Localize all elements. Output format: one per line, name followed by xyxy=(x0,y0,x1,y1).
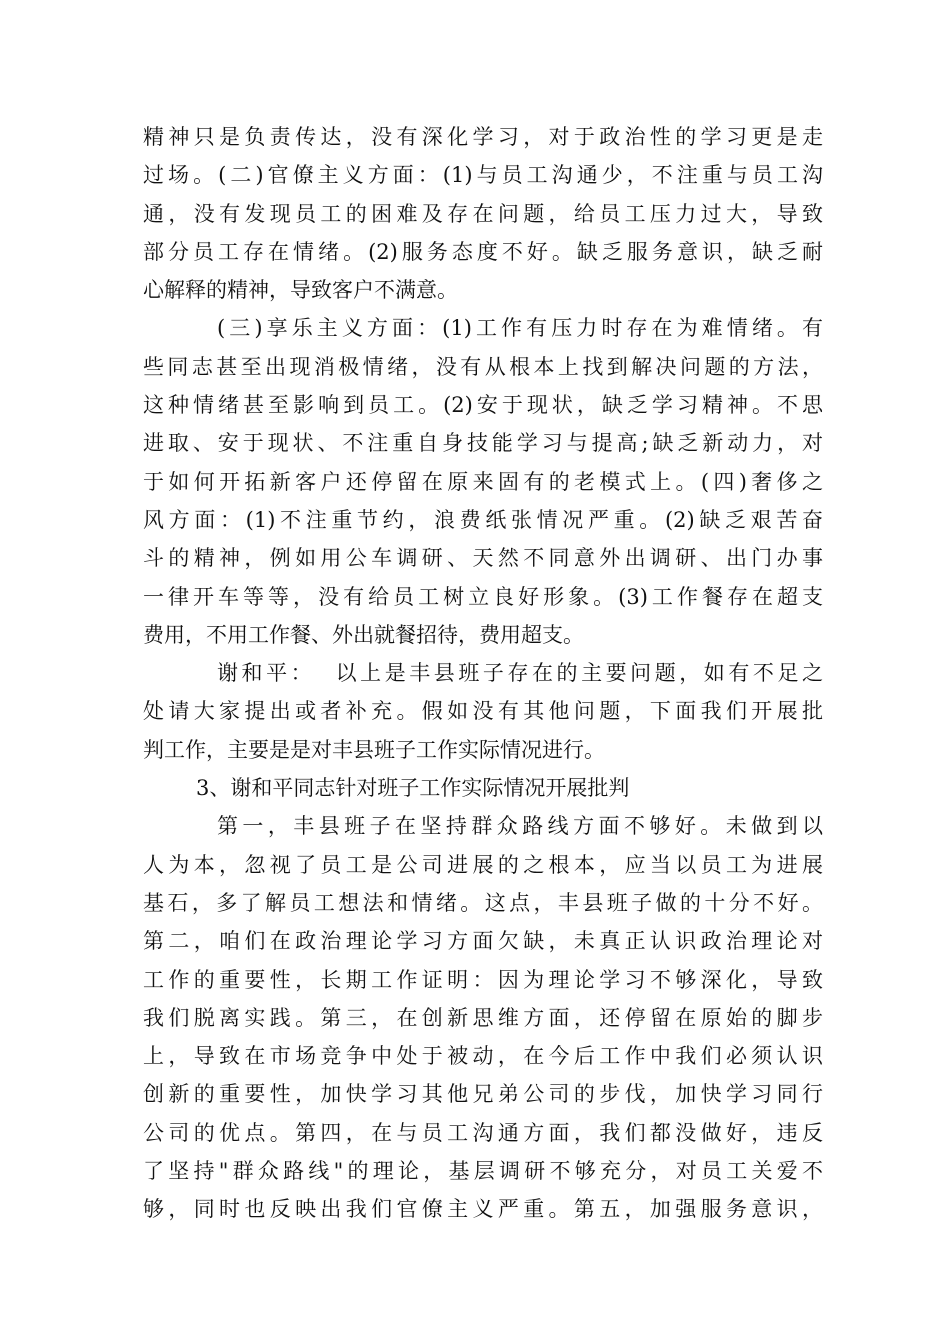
text-line: 通，没有发现员工的困难及存在问题，给员工压力过大，导致 xyxy=(143,201,823,226)
paragraph-first-line: 第一，丰县班子在坚持群众路线方面不够好。未做到以 xyxy=(217,814,823,839)
text-line: 心解释的精神，导致客户不满意。 xyxy=(143,278,458,303)
text-line: 这种情绪甚至影响到员工。(2)安于现状，缺乏学习精神。不思 xyxy=(143,393,823,418)
text-line: 费用，不用工作餐、外出就餐招待，费用超支。 xyxy=(143,622,584,647)
section-heading: 3、谢和平同志针对班子工作实际情况开展批判 xyxy=(196,776,630,801)
document-body xyxy=(143,118,823,1229)
text-line: 于如何开拓新客户还停留在原来固有的老模式上。(四)奢侈之 xyxy=(143,469,823,494)
text-line: 风方面：(1)不注重节约，浪费纸张情况严重。(2)缺乏艰苦奋 xyxy=(143,507,823,532)
text-line: 判工作，主要是是对丰县班子工作实际情况进行。 xyxy=(143,737,605,762)
text-line: 一律开车等等，没有给员工树立良好形象。(3)工作餐存在超支 xyxy=(143,584,823,609)
text-line: 公司的优点。第四，在与员工沟通方面，我们都没做好，违反 xyxy=(143,1120,823,1145)
text-line: 部分员工存在情绪。(2)服务态度不好。缺乏服务意识，缺乏耐 xyxy=(143,239,823,264)
text-line: 精神只是负责传达，没有深化学习，对于政治性的学习更是走 xyxy=(143,125,823,149)
text-line: 够，同时也反映出我们官僚主义严重。第五，加强服务意识， xyxy=(143,1197,823,1222)
paragraph-first-line: 谢和平： 以上是丰县班子存在的主要问题，如有不足之 xyxy=(217,661,823,686)
text-line: 上，导致在市场竞争中处于被动，在今后工作中我们必须认识 xyxy=(143,1044,823,1069)
text-line: 第二，咱们在政治理论学习方面欠缺，未真正认识政治理论对 xyxy=(143,929,823,954)
text-line: 处请大家提出或者补充。假如没有其他问题，下面我们开展批 xyxy=(143,699,823,724)
text-line: 了坚持"群众路线"的理论，基层调研不够充分，对员工关爱不 xyxy=(143,1159,823,1184)
text-line: 工作的重要性，长期工作证明：因为理论学习不够深化，导致 xyxy=(143,967,823,992)
paragraph-first-line: (三)享乐主义方面：(1)工作有压力时存在为难情绪。有 xyxy=(217,316,823,341)
text-line: 基石，多了解员工想法和情绪。这点，丰县班子做的十分不好。 xyxy=(143,890,823,915)
text-line: 进取、安于现状、不注重自身技能学习与提高;缺乏新动力，对 xyxy=(143,431,823,456)
text-line: 人为本，忽视了员工是公司进展的之根本，应当以员工为进展 xyxy=(143,852,823,877)
text-line: 些同志甚至出现消极情绪，没有从根本上找到解决问题的方法， xyxy=(143,354,823,379)
text-line: 过场。(二)官僚主义方面：(1)与员工沟通少，不注重与员工沟 xyxy=(143,163,823,188)
text-line: 创新的重要性，加快学习其他兄弟公司的步伐，加快学习同行 xyxy=(143,1082,823,1107)
text-line: 斗的精神，例如用公车调研、天然不同意外出调研、出门办事 xyxy=(143,546,823,571)
text-line: 我们脱离实践。第三，在创新思维方面，还停留在原始的脚步 xyxy=(143,1005,823,1030)
